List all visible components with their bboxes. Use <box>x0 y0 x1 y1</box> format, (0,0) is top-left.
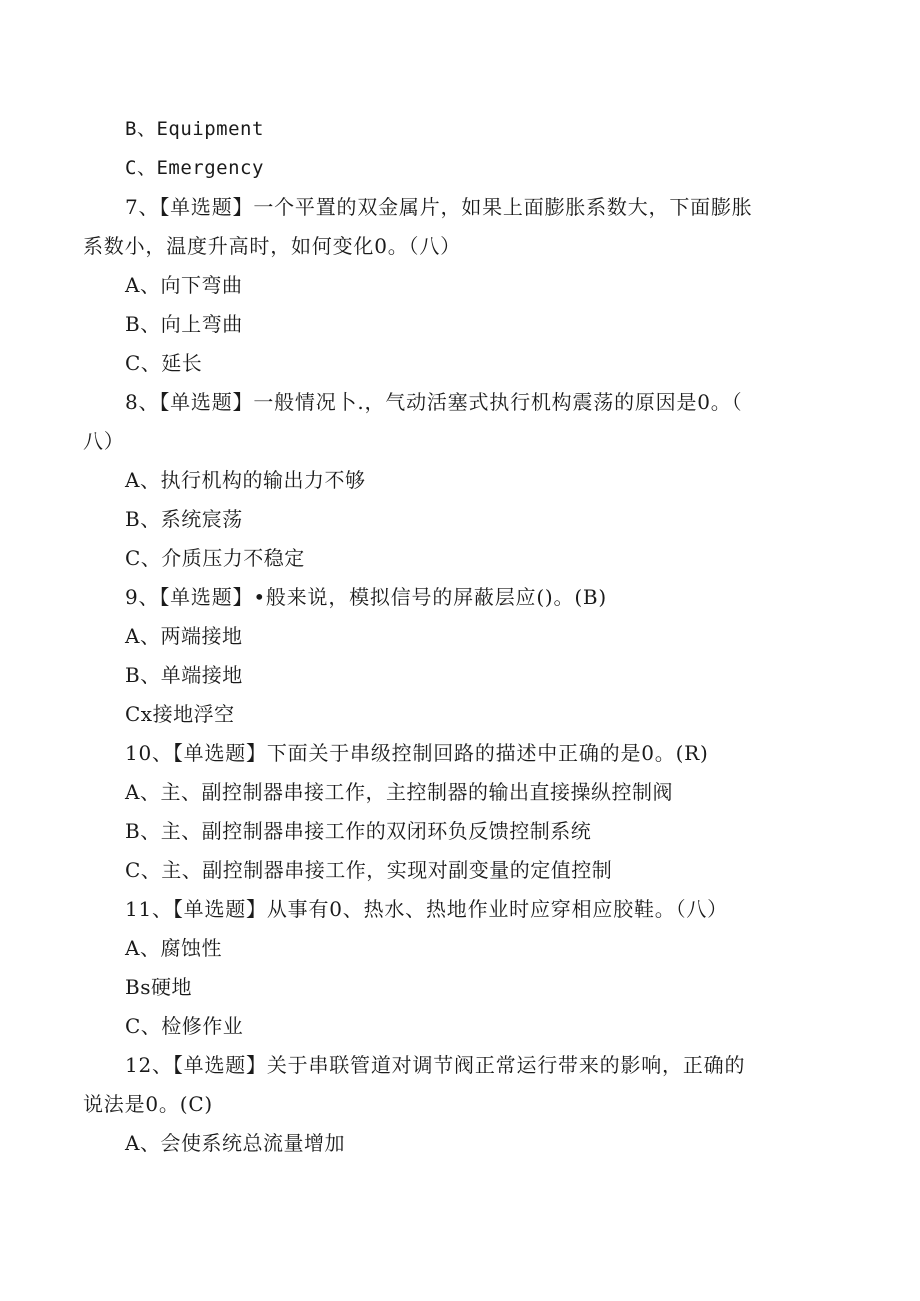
question-text: 10、【单选题】下面关于串级控制回路的描述中正确的是0。(R) <box>125 741 709 765</box>
answer-option: Bs硬地 <box>125 975 192 999</box>
answer-option: A、会使系统总流量增加 <box>125 1131 345 1155</box>
question-text-continued: 八） <box>83 429 125 453</box>
question-text-continued: 说法是0。(C) <box>83 1092 214 1116</box>
answer-option: B、主、副控制器串接工作的双闭环负反馈控制系统 <box>125 819 592 843</box>
answer-option: B、向上弯曲 <box>125 312 243 336</box>
question-item <box>83 1046 843 1124</box>
question-item <box>83 890 843 929</box>
question-text-continued: 系数小，温度升高时，如何变化0。（八） <box>83 234 461 258</box>
answer-option: A、两端接地 <box>125 624 243 648</box>
answer-option: A、主、副控制器串接工作，主控制器的输出直接操纵控制阀 <box>125 780 673 804</box>
question-text: 12、【单选题】关于串联管道对调节阀正常运行带来的影响，正确的 <box>125 1053 746 1077</box>
question-text: 7、【单选题】一个平置的双金属片，如果上面膨胀系数大，下面膨胀 <box>125 195 753 219</box>
question-item <box>83 383 843 461</box>
question-item <box>83 578 843 617</box>
answer-option: B、单端接地 <box>125 663 243 687</box>
answer-option: A、向下弯曲 <box>125 273 243 297</box>
answer-option: B、系统宸荡 <box>125 507 243 531</box>
answer-option: Cx接地浮空 <box>125 702 235 726</box>
question-text: 11、【单选题】从事有0、热水、热地作业时应穿相应胶鞋。（八） <box>125 897 728 921</box>
document-body <box>83 110 843 1163</box>
question-text: 8、【单选题】一般情况卜.，气动活塞式执行机构震荡的原因是0。（ <box>125 390 743 414</box>
answer-option: A、腐蚀性 <box>125 936 222 960</box>
question-text: 9、【单选题】•般来说，模拟信号的屏蔽层应()。(B) <box>125 585 608 609</box>
question-item <box>83 188 843 266</box>
answer-option: A、执行机构的输出力不够 <box>125 468 366 492</box>
answer-option: C、Emergency <box>125 157 264 179</box>
answer-option: C、介质压力不稳定 <box>125 546 305 570</box>
answer-option: C、主、副控制器串接工作，实现对副变量的定值控制 <box>125 858 613 882</box>
answer-option: C、延长 <box>125 351 203 375</box>
answer-option: C、检修作业 <box>125 1014 244 1038</box>
question-item <box>83 734 843 773</box>
answer-option: B、Equipment <box>125 118 264 140</box>
